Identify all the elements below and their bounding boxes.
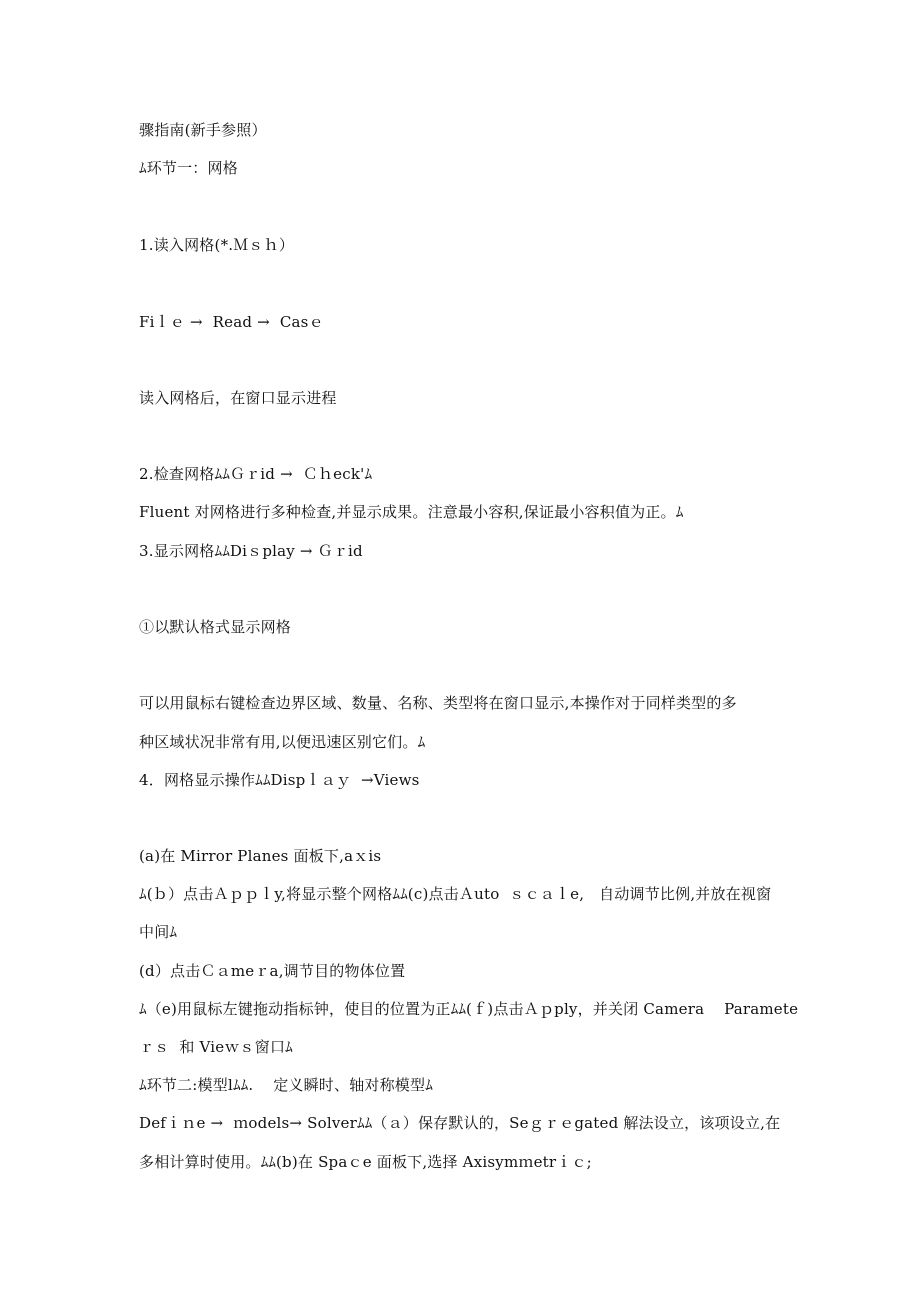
step-3-heading: 3.显示网格ﾑﾑDiｓplay → Ｇｒid <box>139 542 363 560</box>
doc-title: 骤指南(新手参照） <box>139 121 267 139</box>
step-1-heading: 1.读入网格(*.Ｍｓｈ） <box>139 236 295 254</box>
paragraph-define-models-cont: 多相计算时使用。ﾑﾑ(b)在 Spaｃe 面板下,选择 Axisymｍetrｉｃ; <box>139 1153 592 1171</box>
paragraph-mouse-check-1: 可以用鼠标右键检查边界区域、数量、名称、类型将在窗口显示,本操作对于同样类型的多 <box>139 694 737 712</box>
paragraph-mirror-planes: (a)在 Mirror Planes 面板下,aｘis <box>139 847 382 865</box>
paragraph-default-display: ①以默认格式显示网格 <box>139 618 292 636</box>
paragraph-read-note: 读入网格后，在窗口显示进程 <box>139 389 337 407</box>
paragraph-mouse-check-2: 种区域状况非常有用,以便迅速区别它们。ﾑ <box>139 733 426 751</box>
step-2-heading: 2.检查网格ﾑﾑＧｒid → Ｃｈeck'ﾑ <box>139 465 373 483</box>
menu-path-read: Fiｌｅ → Read → Casｅ <box>139 313 324 331</box>
paragraph-drag-dial: ﾑ（e)用鼠标左键拖动指标钟，使目的位置为正ﾑﾑ(ｆ)点击Ａｐply，并关闭 Camera Paramete <box>139 1000 799 1018</box>
section-heading-1: ﾑ环节一：网格 <box>139 159 238 177</box>
step-4-heading: 4．网格显示操作ﾑﾑDispｌａｙ →Views <box>139 771 420 789</box>
paragraph-check-note: Fluent 对网格进行多种检查,并显示成果。注意最小容积,保证最小容积值为正。ﾑ <box>139 503 684 521</box>
paragraph-define-models: Defｉｎe → ｍodels→ Solverﾑﾑ（ａ）保存默认的，Seｇｒｅgated 解法设立，该项设立,在 <box>139 1114 781 1132</box>
paragraph-apply-autoscale: ﾑ(ｂ）点击Ａｐｐｌy,将显示整个网格ﾑﾑ(c)点击Ａuto ｓｃａｌe, 自动调节比例,并放在视窗 <box>139 885 772 903</box>
paragraph-apply-autoscale-cont: 中间ﾑ <box>139 923 178 941</box>
paragraph-camera: (d）点击Ｃａmeｒa,调节目的物体位置 <box>139 962 406 980</box>
paragraph-drag-dial-cont: ｒｓ 和 Vieｗｓ窗口ﾑ <box>139 1038 293 1056</box>
section-heading-2: ﾑ环节二:模型lﾑﾑ. 定义瞬时、轴对称模型ﾑ <box>139 1076 433 1094</box>
